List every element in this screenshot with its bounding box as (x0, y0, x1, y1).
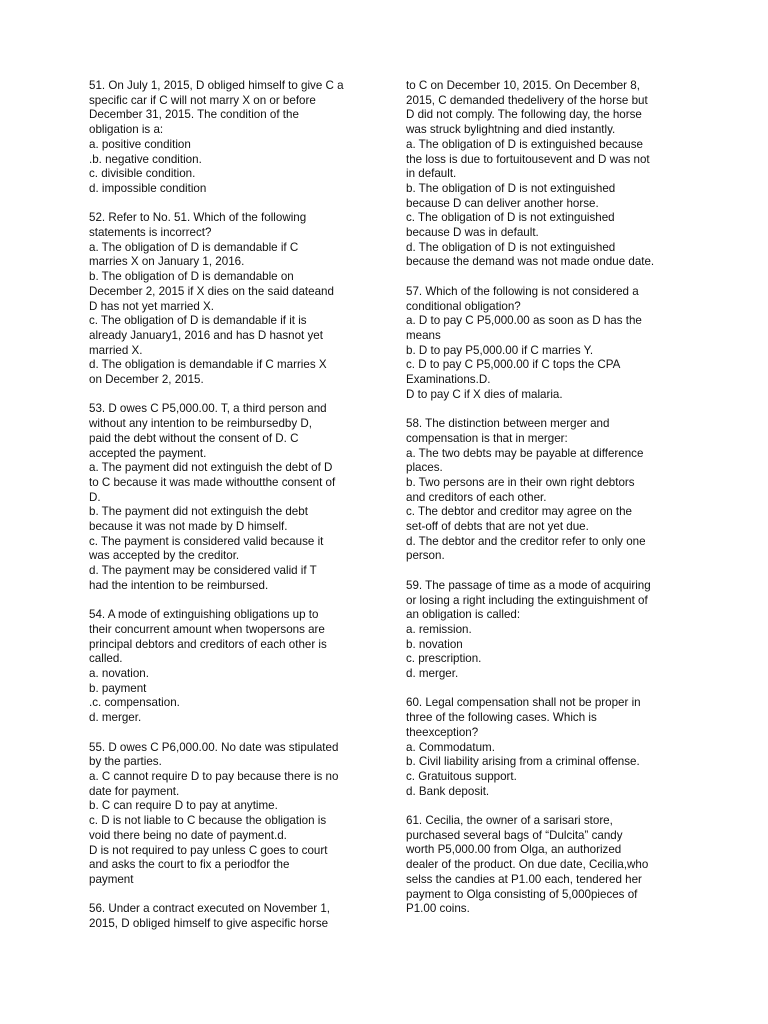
text-line: and asks the court to fix a periodfor the (89, 858, 290, 872)
text-line: c. D is not liable to C because the obligation is (89, 814, 327, 828)
text-line: set-off of debts that are not yet due. (406, 520, 589, 534)
text-line: a. Commodatum. (406, 740, 495, 754)
text-line: places. (406, 461, 443, 475)
text-line: without any intention to be reimbursedby D, (89, 417, 312, 431)
text-line: a. remission. (406, 622, 472, 636)
text-line: 55. D owes C P6,000.00. No date was stipulated (89, 740, 339, 754)
text-line: theexception? (406, 725, 479, 739)
text-line: to C on December 10, 2015. On December 8, (406, 79, 640, 92)
text-line: 51. On July 1, 2015, D obliged himself to give C a (89, 79, 344, 92)
text-line: or losing a right including the extinguishment of (406, 593, 648, 607)
text-line: called. (89, 652, 123, 666)
text-line: principal debtors and creditors of each other is (89, 637, 327, 651)
text-line: c. Gratuitous support. (406, 769, 517, 783)
text-line: c. D to pay C P5,000.00 if C tops the CPA (406, 358, 621, 372)
text-line: by the parties. (89, 755, 162, 769)
question-block (406, 696, 696, 799)
text-line: had the intention to be reimbursed. (89, 578, 269, 592)
text-line: compensation is that in merger: (406, 431, 568, 445)
text-line: 2015, D obliged himself to give aspecific horse (89, 917, 329, 930)
text-line: 52. Refer to No. 51. Which of the following (89, 211, 307, 225)
text-line: b. The payment did not extinguish the debt (89, 505, 308, 519)
text-line: b. The obligation of D is demandable on (89, 270, 294, 284)
text-line: because D was in default. (406, 226, 539, 240)
text-line: December 31, 2015. The condition of the (89, 108, 299, 122)
text-line: d. The obligation is demandable if C marries X (89, 358, 327, 372)
text-line: d. Bank deposit. (406, 784, 490, 798)
text-line: 54. A mode of extinguishing obligations up to (89, 608, 319, 622)
text-line: b. Civil liability arising from a criminal offense. (406, 755, 640, 769)
text-line: D is not required to pay unless C goes to court (89, 843, 328, 857)
text-line: marries X on January 1, 2016. (89, 255, 245, 269)
text-line: 58. The distinction between merger and (406, 417, 610, 431)
text-line: .b. negative condition. (89, 152, 202, 166)
text-line: d. merger. (89, 711, 142, 725)
question-block (406, 814, 696, 917)
text-line: Examinations.D. (406, 373, 491, 387)
text-line: d. merger. (406, 667, 459, 681)
text-line: .c. compensation. (89, 696, 180, 710)
question-block (89, 608, 379, 726)
question-block (89, 902, 379, 931)
text-line: a. D to pay C P5,000.00 as soon as D has the (406, 314, 642, 328)
question-block (89, 211, 379, 387)
text-line: an obligation is called: (406, 608, 521, 622)
text-line: because D can deliver another horse. (406, 196, 599, 210)
text-line: b. C can require D to pay at anytime. (89, 799, 278, 813)
text-line: obligation is a: (89, 123, 164, 137)
text-line: D to pay C if X dies of malaria. (406, 387, 563, 401)
question-block (406, 285, 696, 403)
text-line: means (406, 328, 441, 342)
text-line: 53. D owes C P5,000.00. T, a third person and (89, 402, 327, 416)
text-line: d. impossible condition (89, 181, 207, 195)
question-block (89, 79, 379, 197)
text-line: a. C cannot require D to pay because there is no (89, 769, 339, 783)
question-block (89, 402, 379, 593)
text-line: b. D to pay P5,000.00 if C marries Y. (406, 343, 594, 357)
text-line: a. The obligation of D is demandable if C (89, 240, 299, 254)
text-line: because the demand was not made ondue date. (406, 255, 655, 269)
text-line: specific car if C will not marry X on or before (89, 93, 316, 107)
text-line: D has not yet married X. (89, 299, 215, 313)
text-line: already January1, 2016 and has D hasnot yet (89, 328, 323, 342)
text-line: statements is incorrect? (89, 226, 212, 240)
text-line: c. The debtor and creditor may agree on the (406, 505, 632, 519)
left-column (89, 79, 379, 946)
text-line: person. (406, 549, 445, 563)
text-line: worth P5,000.00 from Olga, an authorized (406, 843, 622, 857)
text-line: a. The two debts may be payable at difference (406, 446, 644, 460)
text-line: 2015, C demanded thedelivery of the horse but (406, 93, 648, 107)
question-block (406, 579, 696, 682)
text-line: paid the debt without the consent of D. C (89, 431, 299, 445)
text-line: a. The obligation of D is extinguished because (406, 137, 643, 151)
question-block (406, 417, 696, 564)
text-line: d. The payment may be considered valid if T (89, 564, 317, 578)
text-line: dealer of the product. On due date, Cecilia,who (406, 858, 649, 872)
text-line: purchased several bags of “Dulcita” candy (406, 828, 623, 842)
text-line: a. positive condition (89, 137, 191, 151)
text-line: in default. (406, 167, 457, 181)
text-line: conditional obligation? (406, 299, 521, 313)
text-line: 57. Which of the following is not considered a (406, 284, 639, 298)
text-line: the loss is due to fortuitousevent and D was not (406, 152, 650, 166)
question-block (89, 741, 379, 888)
text-line: 60. Legal compensation shall not be proper in (406, 696, 641, 710)
text-line: accepted the payment. (89, 446, 207, 460)
text-line: b. novation (406, 637, 463, 651)
text-line: a. novation. (89, 667, 149, 681)
question-block (406, 79, 696, 270)
text-line: married X. (89, 343, 143, 357)
text-line: c. The obligation of D is demandable if it is (89, 314, 307, 328)
text-line: payment to Olga consisting of 5,000pieces of (406, 887, 638, 901)
text-line: was struck bylightning and died instantly. (406, 123, 616, 137)
text-line: void there being no date of payment.d. (89, 828, 287, 842)
text-line: December 2, 2015 if X dies on the said dateand (89, 284, 334, 298)
text-line: to C because it was made withoutthe consent of (89, 475, 336, 489)
text-line: was accepted by the creditor. (89, 549, 240, 563)
text-line: their concurrent amount when twopersons are (89, 622, 325, 636)
text-line: b. Two persons are in their own right debtors (406, 475, 635, 489)
text-line: selss the candies at P1.00 each, tendered her (406, 872, 642, 886)
right-column (406, 79, 696, 932)
text-line: 56. Under a contract executed on November 1, (89, 902, 331, 916)
text-line: d. The obligation of D is not extinguished (406, 240, 616, 254)
text-line: D. (89, 490, 101, 504)
text-line: P1.00 coins. (406, 902, 470, 916)
text-line: a. The payment did not extinguish the debt of D (89, 461, 333, 475)
text-line: payment (89, 872, 134, 886)
text-line: D did not comply. The following day, the horse (406, 108, 642, 122)
text-line: because it was not made by D himself. (89, 520, 288, 534)
text-line: c. divisible condition. (89, 167, 196, 181)
text-line: and creditors of each other. (406, 490, 547, 504)
text-line: 59. The passage of time as a mode of acquiring (406, 578, 651, 592)
text-line: b. The obligation of D is not extinguished (406, 181, 616, 195)
text-line: three of the following cases. Which is (406, 711, 597, 725)
text-line: d. The debtor and the creditor refer to only one (406, 534, 646, 548)
text-line: c. The obligation of D is not extinguished (406, 211, 615, 225)
text-line: date for payment. (89, 784, 180, 798)
text-line: c. The payment is considered valid because it (89, 534, 324, 548)
text-line: 61. Cecilia, the owner of a sarisari store, (406, 814, 613, 828)
text-line: c. prescription. (406, 652, 482, 666)
text-line: on December 2, 2015. (89, 373, 204, 387)
text-line: b. payment (89, 681, 147, 695)
